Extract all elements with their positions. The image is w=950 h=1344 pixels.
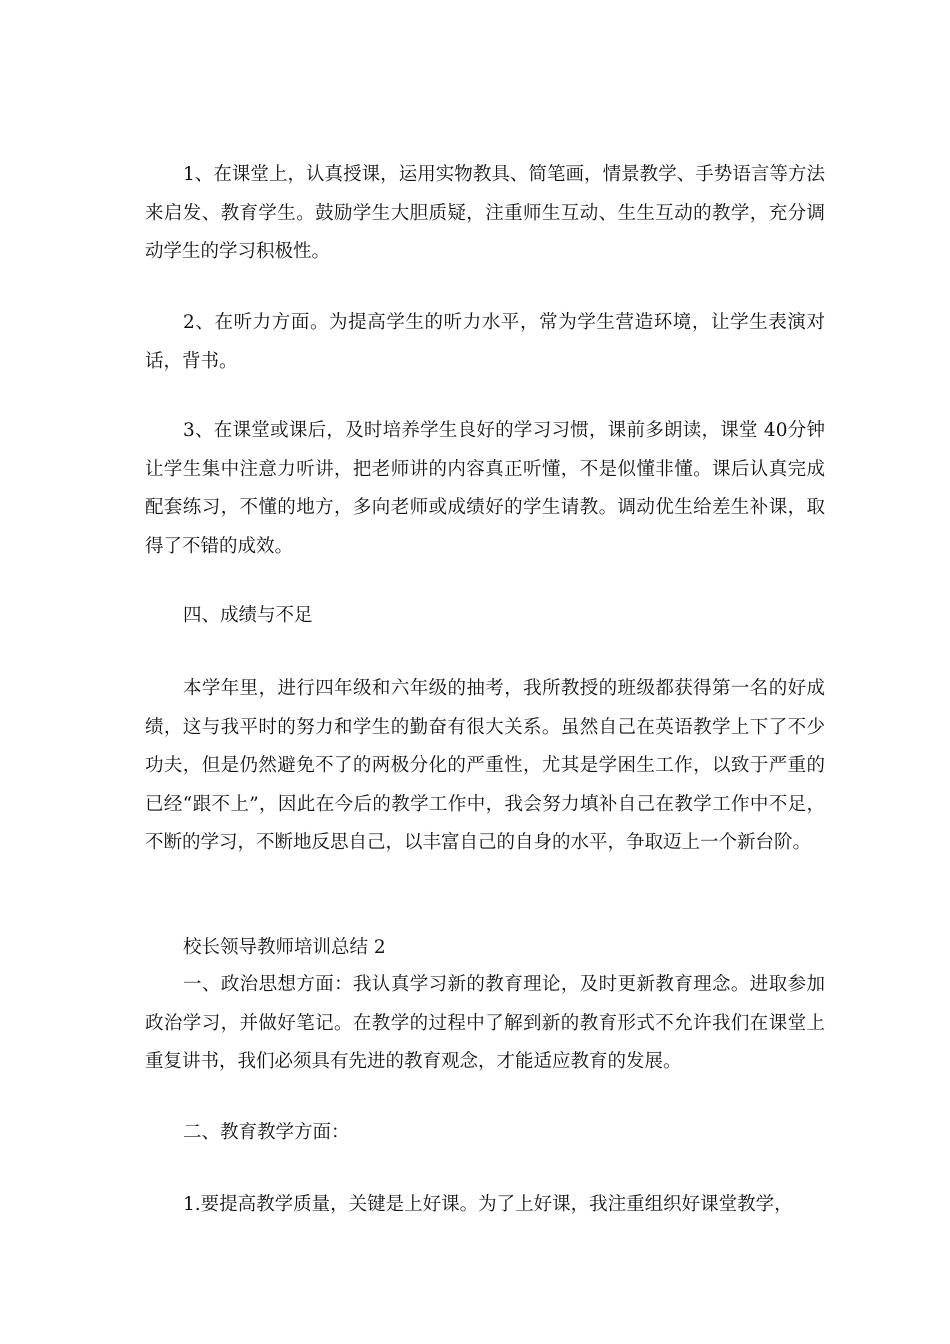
section-heading-education: 二、教育教学方面： [183,1122,350,1143]
document-subtitle: 校长领导教师培训总结 2 [183,937,386,958]
section-heading-achievements: 四、成绩与不足 [183,605,313,626]
paragraph-study-habits: 3、在课堂或课后，及时培养学生良好的学习习惯，课前多朗读，课堂 40分钟让学生集中注意力听讲，把老师讲的内容真正听懂，不是似懂非懂。课后认真完成配套练习，不懂的地方，多向老师或成绩好的学生请教。调动优生给差生补课，取得了不错的成效。 [145,420,825,557]
paragraph-teaching-quality: 1.要提高教学质量，关键是上好课。为了上好课，我注重组织好课堂教学， [183,1194,793,1215]
paragraph-classroom-teaching: 1、在课堂上，认真授课，运用实物教具、简笔画，情景教学、手势语言等方法来启发、教育学生。鼓励学生大胆质疑，注重师生互动、生生互动的教学，充分调动学生的学习积极性。 [145,164,825,263]
paragraph-listening: 2、在听力方面。为提高学生的听力水平，常为学生营造环境，让学生表演对话，背书。 [145,312,825,372]
paragraph-political-thought: 一、政治思想方面：我认真学习新的教育理论，及时更新教育理念。进取参加政治学习，并做好笔记。在教学的过程中了解到新的教育形式不允许我们在课堂上重复讲书，我们必须具有先进的教育观念，才能适应教育的发展。 [145,974,825,1073]
paragraph-achievements: 本学年里，进行四年级和六年级的抽考，我所教授的班级都获得第一名的好成绩，这与我平时的努力和学生的勤奋有很大关系。虽然自己在英语教学上下了不少功夫，但是仍然避免不了的两极分化的严重性，尤其是学困生工作，以致于严重的已经“跟不上”，因此在今后的教学工作中，我会努力填补自己在教学工作中不足，不断的学习，不断地反思自己，以丰富自己的自身的水平，争取迈上一个新台阶。 [145,678,825,854]
